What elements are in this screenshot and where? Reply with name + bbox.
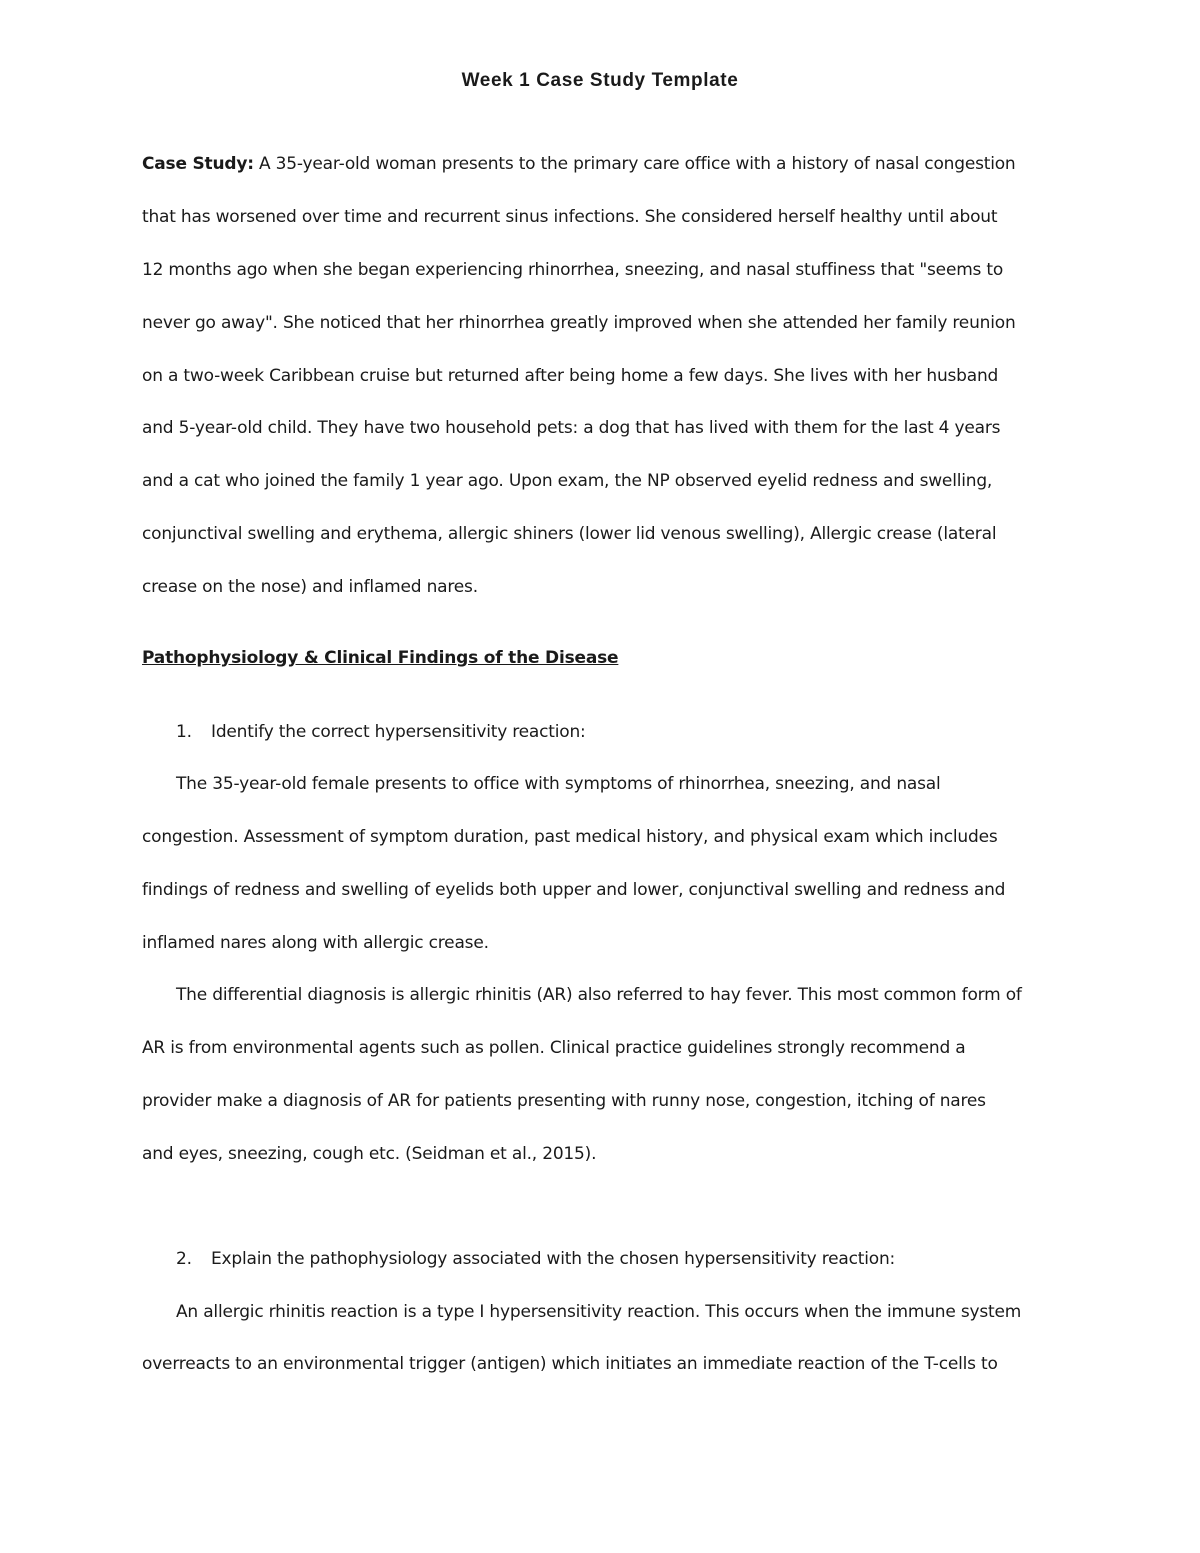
section-heading: Pathophysiology & Clinical Findings of the Disease [142, 648, 619, 668]
case-study-line-7: and a cat who joined the family 1 year ago. Upon exam, the NP observed eyelid redness and swelling, [142, 471, 993, 491]
case-study-line-6: and 5-year-old child. They have two household pets: a dog that has lived with them for the last 4 years [142, 418, 1001, 438]
case-study-line-8: conjunctival swelling and erythema, allergic shiners (lower lid venous swelling), Allergic crease (lateral [142, 524, 997, 544]
case-study-line-5: on a two-week Caribbean cruise but returned after being home a few days. She lives with her husband [142, 366, 999, 386]
question-1-text: Identify the correct hypersensitivity reaction: [211, 722, 586, 742]
q1-para2-line-2: AR is from environmental agents such as pollen. Clinical practice guidelines strongly recommend a [142, 1038, 966, 1058]
q1-para2-line-1: The differential diagnosis is allergic rhinitis (AR) also referred to hay fever. This most common form of [176, 985, 1022, 1005]
q1-para1-line-2: congestion. Assessment of symptom duration, past medical history, and physical exam which includes [142, 827, 998, 847]
q1-para2-line-4: and eyes, sneezing, cough etc. (Seidman et al., 2015). [142, 1144, 597, 1164]
q1-para2-line-3: provider make a diagnosis of AR for patients presenting with runny nose, congestion, itching of nares [142, 1091, 986, 1111]
question-1 [176, 720, 586, 744]
case-study-line-4: never go away". She noticed that her rhinorrhea greatly improved when she attended her family reunion [142, 313, 1016, 333]
case-study-label: Case Study: [142, 154, 254, 174]
case-study-line-9: crease on the nose) and inflamed nares. [142, 577, 478, 597]
question-1-number: 1. [176, 722, 192, 742]
q2-para1-line-2: overreacts to an environmental trigger (antigen) which initiates an immediate reaction of the T-cells to [142, 1354, 998, 1374]
case-study-line-2: that has worsened over time and recurrent sinus infections. She considered herself healthy until about [142, 207, 998, 227]
case-study-line-1: Case Study: A 35-year-old woman presents to the primary care office with a history of nasal congestion [142, 154, 1016, 174]
question-2-number: 2. [176, 1249, 192, 1269]
q2-para1-line-1: An allergic rhinitis reaction is a type I hypersensitivity reaction. This occurs when the immune system [176, 1302, 1022, 1322]
case-study-line-3: 12 months ago when she began experiencing rhinorrhea, sneezing, and nasal stuffiness that "seems to [142, 260, 1004, 280]
q1-para1-line-4: inflamed nares along with allergic crease. [142, 933, 489, 953]
q1-para1-line-1: The 35-year-old female presents to office with symptoms of rhinorrhea, sneezing, and nasal [176, 774, 941, 794]
document-title: Week 1 Case Study Template [461, 70, 739, 91]
question-2-text: Explain the pathophysiology associated with the chosen hypersensitivity reaction: [211, 1249, 896, 1269]
question-2 [176, 1247, 895, 1271]
q1-para1-line-3: findings of redness and swelling of eyelids both upper and lower, conjunctival swelling and redness and [142, 880, 1006, 900]
